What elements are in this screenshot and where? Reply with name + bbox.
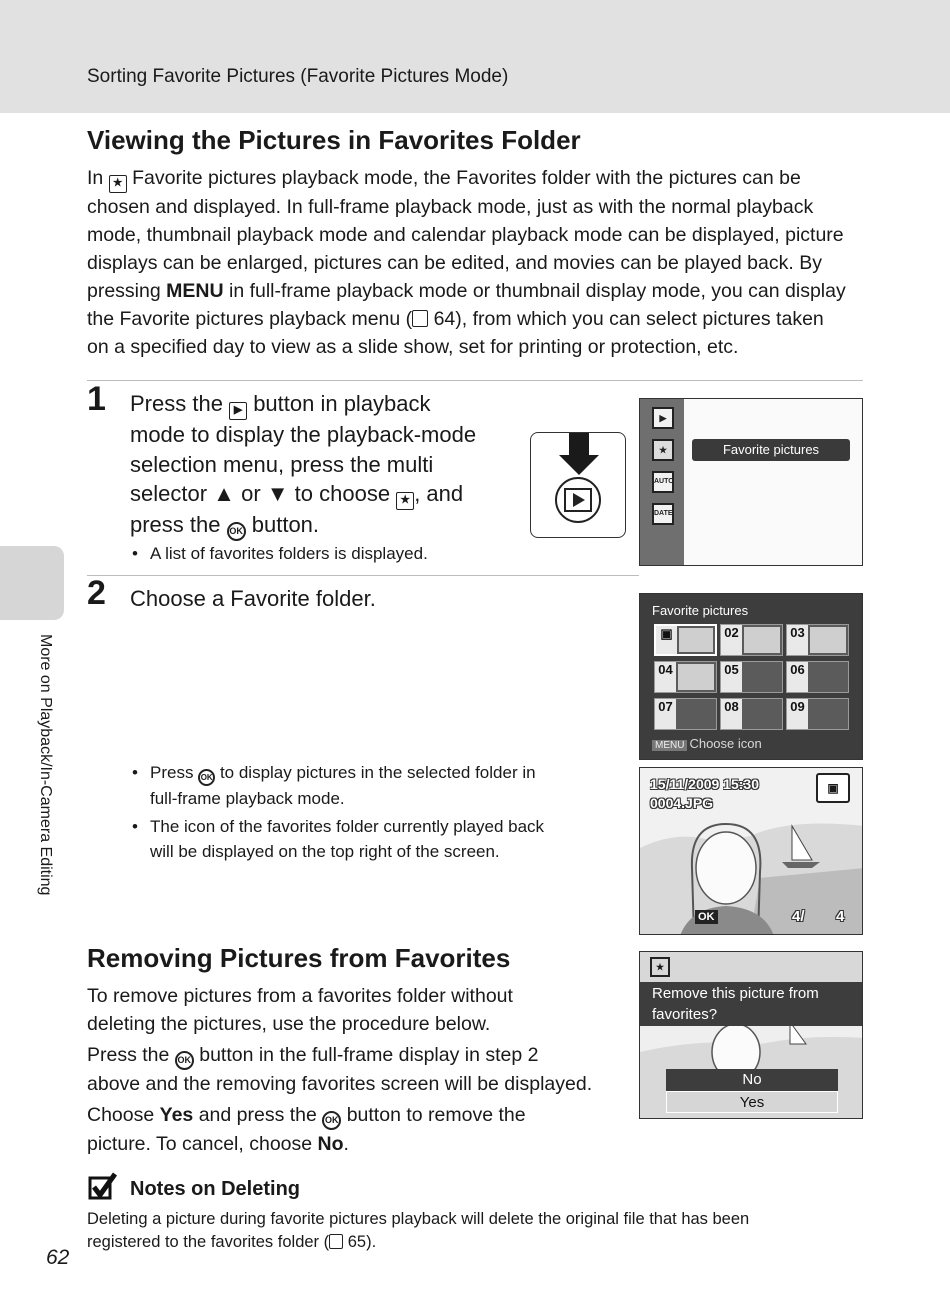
favorite-pictures-label: Favorite pictures (692, 439, 850, 461)
step2-instruction: Choose a Favorite folder. (130, 586, 376, 611)
screen-top-bar (640, 952, 862, 982)
favorite-mode-icon: ★ (109, 175, 127, 193)
section-title-removing: Removing Pictures from Favorites (87, 943, 511, 973)
list-item: • A list of favorites folders is displayed. (132, 544, 428, 563)
file-name: 0004.JPG (650, 795, 714, 811)
frame-total: 4 (836, 908, 845, 925)
folder-cell: 07 (654, 698, 717, 730)
page-number: 62 (46, 1246, 70, 1269)
thumbnail (810, 627, 846, 653)
frame-counter: 4/ (792, 908, 805, 925)
chapter-label: More on Playback/In-Camera Editing (37, 634, 54, 896)
playback-mode-menu-screen (639, 398, 863, 566)
folder-cell: 04 (654, 661, 717, 693)
favorites-folder-icon: ▣ (816, 773, 850, 803)
book-ref-icon (412, 310, 428, 327)
ok-button-icon: OK (198, 769, 215, 786)
play-button-icon: ▶ (229, 402, 247, 420)
step1-instructions: Press the ▶ button in playback mode to display the playback-mode selection menu, press the multi selector ▲ or ▼ to choose ★ , and press the OK button. (130, 389, 530, 541)
no-option: No (666, 1069, 838, 1091)
folder-cell (654, 624, 717, 656)
yes-option: Yes (666, 1091, 838, 1113)
header-band (0, 0, 950, 113)
favorite-mode-icon: ★ (650, 957, 670, 977)
ok-button-icon: OK (322, 1111, 341, 1130)
folder-cell: 08 (720, 698, 783, 730)
screen-footer: MENU Choose icon (652, 736, 762, 751)
folder-cell: 03 (786, 624, 849, 656)
confirm-prompt: Remove this picture from favorites? (640, 982, 862, 1026)
favorite-mode-icon: ★ (396, 492, 414, 510)
divider (87, 575, 639, 576)
ok-button-icon: OK (175, 1051, 194, 1070)
ok-indicator: OK (695, 910, 718, 924)
menu-button-glyph: MENU (166, 280, 224, 302)
intro-paragraph: In ★ Favorite pictures playback mode, the Favorites folder with the pictures can be chosen and displayed. In full-frame playback mode, just as with the normal playback mode, thumbnail playback mode and calendar playback mode can be displayed, picture displays can be enlarged, pictures can be edited, and movies can be played back. By pressing MENU in full-frame playback mode or thumbnail display mode, you can display the Favorite pictures playback menu ( 64), from which you can select pictures taken on a specified day to view as a slide show, set for printing or protection, etc. (87, 167, 846, 358)
folder-cell: 06 (786, 661, 849, 693)
calendar-mode-icon: DATE (652, 503, 674, 525)
check-icon (88, 1172, 118, 1202)
list-item: • Press OK to display pictures in the selected folder in full-frame playback mode. (132, 763, 536, 808)
step-number-1: 1 (87, 380, 106, 418)
notes-title: Notes on Deleting (130, 1178, 301, 1200)
page-header-title: Sorting Favorite Pictures (Favorite Pictures Mode) (87, 66, 509, 87)
book-ref-icon (329, 1234, 343, 1249)
playback-mode-icon: ▶ (652, 407, 674, 429)
folder-cell: 05 (720, 661, 783, 693)
chapter-tab (0, 546, 64, 620)
remove-favorite-confirm-screen (639, 951, 863, 1119)
folder-cell: 02 (720, 624, 783, 656)
up-arrow-icon: ▲ (213, 481, 235, 506)
folder-1-icon: ▣ (656, 626, 677, 654)
notes-text: Deleting a picture during favorite pictures playback will delete the original file that has been registered to the favorites folder ( 65). (87, 1210, 750, 1251)
favorites-folder-list-screen (639, 593, 863, 760)
thumbnail (744, 627, 780, 653)
removing-paragraph: To remove pictures from a favorites folder without deleting the pictures, use the procedure below. Press the OK button in the full-frame display in step 2 above and the removing favorites screen will be displayed. Choose Yes and press the OK button to remove the picture. To cancel, choose No. (87, 985, 593, 1155)
list-item: • The icon of the favorites folder currently played back will be displayed on the top right of the screen. (132, 817, 545, 861)
section-title-viewing: Viewing the Pictures in Favorites Folder (87, 125, 581, 155)
thumbnail (678, 664, 714, 690)
folder-cell: 09 (786, 698, 849, 730)
step-number-2: 2 (87, 574, 106, 612)
playback-button-illustration (530, 432, 626, 538)
thumbnail (679, 628, 713, 652)
ok-button-icon: OK (227, 522, 246, 541)
date-time-readout: 15/11/2009 15:30 (650, 776, 759, 792)
down-arrow-icon: ▼ (266, 481, 289, 506)
playback-button-svg (531, 433, 627, 539)
screen-title: Favorite pictures (652, 603, 749, 618)
favorite-mode-icon: ★ (652, 439, 674, 461)
full-frame-playback-screen (639, 767, 863, 935)
auto-sort-icon: AUTO (652, 471, 674, 493)
divider (87, 380, 863, 381)
